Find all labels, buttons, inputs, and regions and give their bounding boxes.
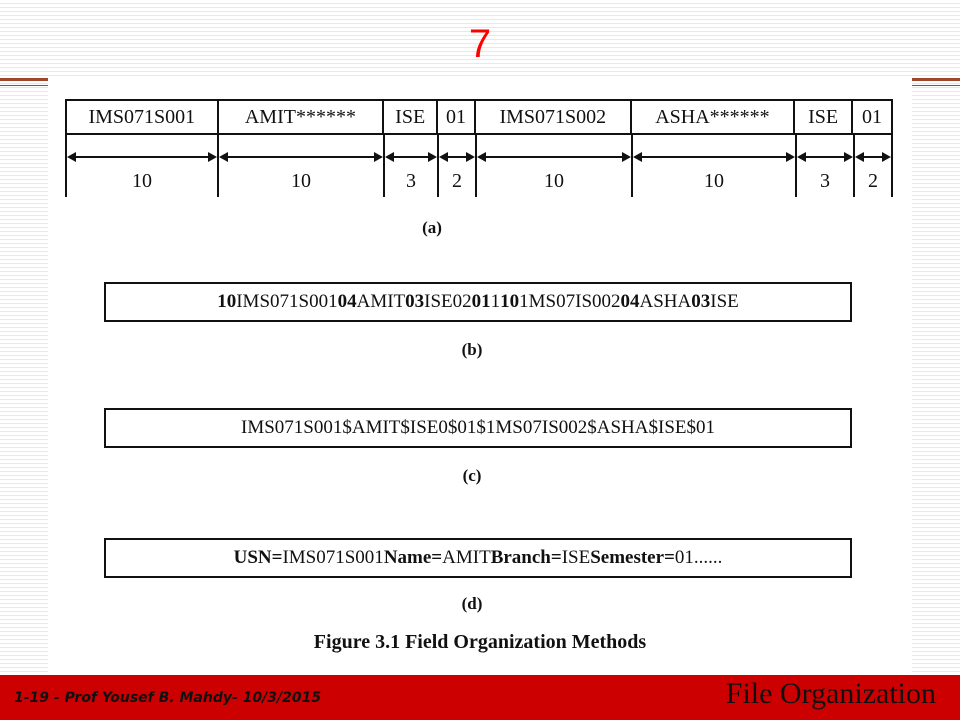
text-segment: 01: [471, 291, 491, 312]
text-segment: AMIT: [442, 547, 491, 568]
double-arrow-icon: [857, 156, 889, 158]
footer-bar: [0, 674, 960, 720]
text-segment: ISE: [561, 547, 591, 568]
field-width-value: 3: [406, 170, 416, 192]
title-rule-right: [912, 78, 960, 86]
field-width: [383, 135, 437, 197]
field-cell: ASHA******: [632, 101, 796, 133]
double-arrow-icon: [387, 156, 435, 158]
delimiter-text: IMS071S001$AMIT$ISE0$01$1MS07IS002$ASHA$ISE$01: [241, 417, 715, 438]
slide-number: 7: [468, 22, 492, 66]
figure-caption: Figure 3.1 Field Organization Methods: [313, 631, 647, 653]
field-width: [631, 135, 795, 197]
field-cell: AMIT******: [219, 101, 385, 133]
subfigure-label-a: (a): [422, 218, 442, 237]
text-segment: Name=: [383, 547, 443, 568]
text-segment: USN=: [233, 547, 283, 568]
text-segment: 10: [217, 291, 237, 312]
text-segment: Semester=: [590, 547, 675, 568]
field-width-value: 10: [704, 170, 724, 192]
field-width: [795, 135, 853, 197]
keyword-text: [234, 547, 723, 569]
field-width: [475, 135, 631, 197]
field-width-row: [65, 135, 893, 197]
double-arrow-icon: [221, 156, 381, 158]
length-indicator-box: [104, 282, 852, 322]
field-width: [853, 135, 893, 197]
field-width-value: 2: [868, 170, 878, 192]
field-width: [437, 135, 475, 197]
double-arrow-icon: [799, 156, 851, 158]
figure-field-organization: [48, 76, 912, 674]
field-cell: ISE: [795, 101, 853, 133]
text-segment: 03: [405, 291, 425, 312]
double-arrow-icon: [69, 156, 215, 158]
footer-title: File Organization: [725, 677, 936, 710]
field-width-value: 10: [291, 170, 311, 192]
field-width-value: 10: [544, 170, 564, 192]
text-segment: 04: [620, 291, 640, 312]
footer-author: 1-19 - Prof Yousef B. Mahdy- 10/3/2015: [14, 690, 322, 706]
text-segment: AMIT: [356, 291, 406, 312]
text-segment: ISE: [710, 291, 739, 312]
field-width-value: 2: [452, 170, 462, 192]
field-width-value: 3: [820, 170, 830, 192]
text-segment: 10: [500, 291, 520, 312]
subfigure-label-b: (b): [461, 340, 483, 359]
field-width: [65, 135, 217, 197]
text-segment: 1MS07IS002: [519, 291, 621, 312]
text-segment: IMS071S001: [282, 547, 384, 568]
field-cell: IMS071S001: [67, 101, 219, 133]
text-segment: ASHA: [639, 291, 692, 312]
double-arrow-icon: [635, 156, 793, 158]
text-segment: Branch=: [490, 547, 562, 568]
fixed-length-record: [65, 99, 893, 135]
field-cell: IMS071S002: [476, 101, 632, 133]
subfigure-label-c: (c): [462, 466, 482, 485]
double-arrow-icon: [479, 156, 629, 158]
field-cell: 01: [853, 101, 893, 133]
text-segment: 03: [691, 291, 711, 312]
text-segment: IMS071S001: [236, 291, 338, 312]
length-indicator-text: [217, 291, 739, 313]
title-rule-left: [0, 78, 48, 86]
subfigure-label-d: (d): [461, 594, 483, 613]
field-width: [217, 135, 383, 197]
keyword-box: [104, 538, 852, 578]
field-width-value: 10: [132, 170, 152, 192]
delimiter-box: [104, 408, 852, 448]
text-segment: 1: [490, 291, 501, 312]
text-segment: 04: [337, 291, 357, 312]
double-arrow-icon: [441, 156, 473, 158]
text-segment: 01......: [674, 547, 723, 568]
field-cell: 01: [438, 101, 476, 133]
field-cell: ISE: [384, 101, 438, 133]
text-segment: ISE02: [424, 291, 472, 312]
